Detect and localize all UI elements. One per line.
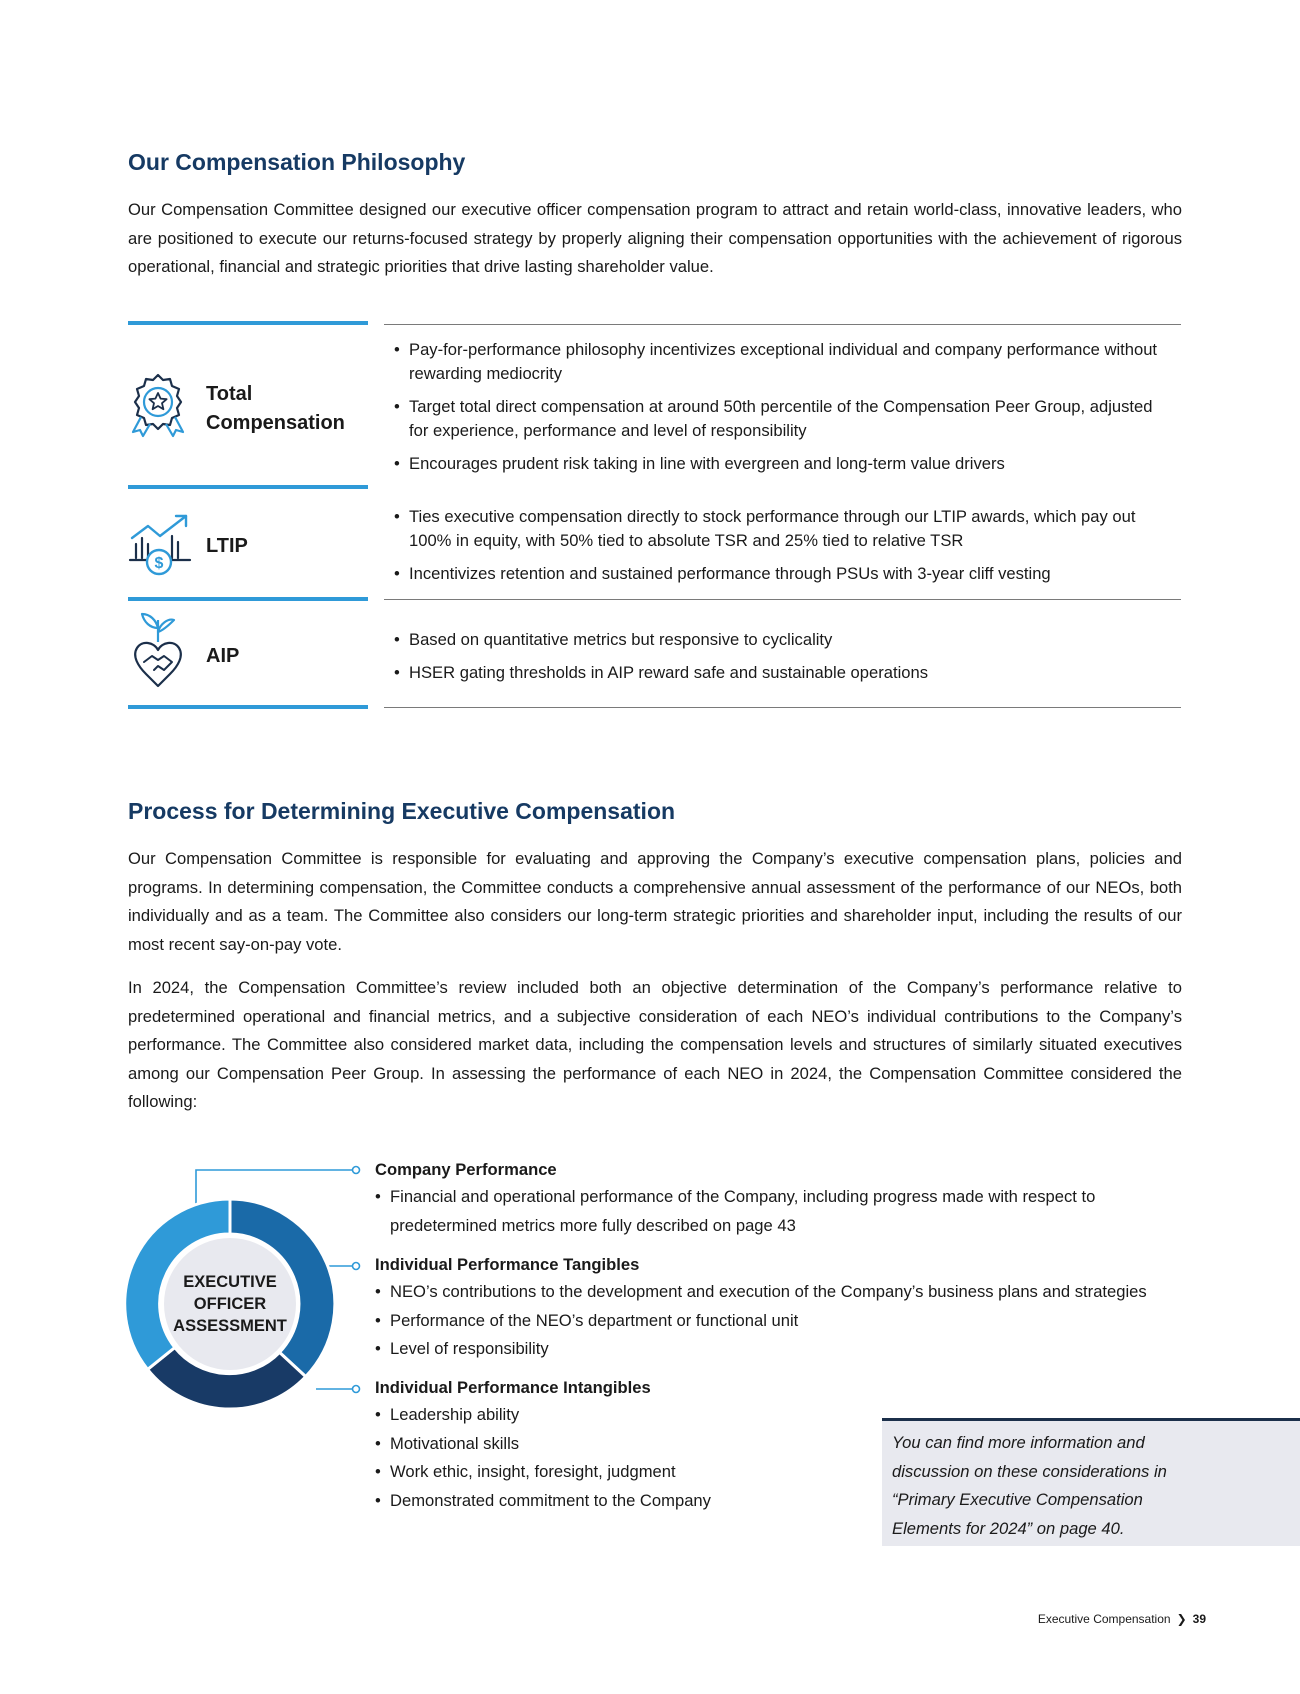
category-list <box>375 1183 1165 1240</box>
list-item: • Incentivizes retention and sustained performance through PSUs with 3-year cliff vesting <box>394 562 1174 586</box>
process-paragraph-2: In 2024, the Compensation Committee’s review included both an objective determination of the Company’s performance relative to predetermined operational and financial metrics, and a subjective consideration of each NEO’s individual contributions to the Company’s performance. The Committee also considered market data, including the compensation levels and structures of similarly situated executives among our Compensation Peer Group. In assessing the performance of each NEO in 2024, the Compensation Committee considered the following: <box>128 978 1182 1111</box>
row-bullets <box>394 628 1174 694</box>
center-label: ASSESSMENT <box>173 1317 287 1335</box>
list-item: • Level of responsibility <box>375 1335 1205 1364</box>
center-label: EXECUTIVE <box>183 1273 277 1291</box>
list-item: • Leadership ability <box>375 1401 1205 1430</box>
list-item: • Financial and operational performance of the Company, including progress made with respect to predetermined metrics more fully described on page 43 <box>375 1183 1165 1240</box>
row-bullets <box>394 505 1174 595</box>
footer-section-label: Executive Compensation <box>1037 1612 1171 1626</box>
row-label-compensation: Compensation <box>206 412 345 434</box>
category-list <box>375 1278 1205 1364</box>
row-label-ltip: LTIP <box>206 535 248 557</box>
center-label: OFFICER <box>193 1295 267 1313</box>
connector-node <box>353 1167 360 1174</box>
row-label-aip: AIP <box>206 645 240 667</box>
list-item: • Ties executive compensation directly to stock performance through our LTIP awards, which pay out 100% in equity, with 50% tied to absolute TSR and 25% tied to relative TSR <box>394 505 1174 553</box>
row-divider <box>128 705 368 709</box>
svg-text:$: $ <box>154 555 164 572</box>
page-number: 39 <box>1192 1612 1206 1626</box>
list-item: • Work ethic, insight, foresight, judgment <box>375 1458 1205 1487</box>
philosophy-intro: Our Compensation Committee designed our executive officer compensation program to attract and retain world-class, innovative leaders, who are positioned to execute our returns-focused strategy by properly aligning their compensation opportunities with the achievement of rigorous operational, financial and strategic priorities that drive lasting shareholder value. <box>128 200 1182 276</box>
callout-text: You can find more information and discussion on these considerations in “Primary Executive Compensation Elements for 2024” on page 40. <box>892 1433 1167 1538</box>
list-item: • Performance of the NEO’s department or functional unit <box>375 1307 1205 1336</box>
connector-node <box>353 1386 360 1393</box>
row-label-total: Total <box>206 383 253 405</box>
page-footer <box>1038 1612 1206 1626</box>
connector-node <box>353 1263 360 1270</box>
list-item: • Based on quantitative metrics but responsive to cyclicality <box>394 628 1174 652</box>
list-item: • Target total direct compensation at around 50th percentile of the Compensation Peer Group, adjusted for experience, performance and level of responsibility <box>394 395 1174 443</box>
list-item: • Motivational skills <box>375 1430 1205 1459</box>
list-item: • HSER gating thresholds in AIP reward safe and sustainable operations <box>394 661 1174 685</box>
process-paragraph-1: Our Compensation Committee is responsible for evaluating and approving the Company’s executive compensation plans, policies and programs. In determining compensation, the Committee conducts a comprehensive annual assessment of the performance of our NEOs, both individually and as a team. The Committee also considers our long-term strategic priorities and shareholder input, including the results of our most recent say-on-pay vote. <box>128 849 1182 954</box>
chevron-right-icon: ❯ <box>1176 1612 1187 1626</box>
row-divider <box>128 597 368 601</box>
assessment-donut <box>120 1156 370 1416</box>
row-divider <box>128 321 368 325</box>
row-divider <box>384 599 1181 600</box>
info-callout <box>882 1418 1300 1546</box>
growth-chart-dollar-icon <box>128 514 192 585</box>
section-heading-philosophy: Our Compensation Philosophy <box>128 149 466 175</box>
row-divider <box>384 324 1181 325</box>
row-bullets <box>394 338 1174 485</box>
category-title: Individual Performance Intangibles <box>375 1378 651 1397</box>
list-item: • Encourages prudent risk taking in line with evergreen and long-term value drivers <box>394 452 1174 476</box>
row-divider <box>384 707 1181 708</box>
row-divider <box>128 485 368 489</box>
award-ribbon-icon <box>128 372 188 443</box>
list-item: • Demonstrated commitment to the Company <box>375 1487 1205 1516</box>
heart-handshake-plant-icon <box>128 612 188 695</box>
list-item: • NEO’s contributions to the development and execution of the Company’s business plans and strategies <box>375 1278 1205 1307</box>
category-title: Company Performance <box>375 1160 557 1179</box>
list-item: • Pay-for-performance philosophy incentivizes exceptional individual and company performance without rewarding mediocrity <box>394 338 1174 386</box>
section-heading-process: Process for Determining Executive Compensation <box>128 798 676 824</box>
category-title: Individual Performance Tangibles <box>375 1255 640 1274</box>
